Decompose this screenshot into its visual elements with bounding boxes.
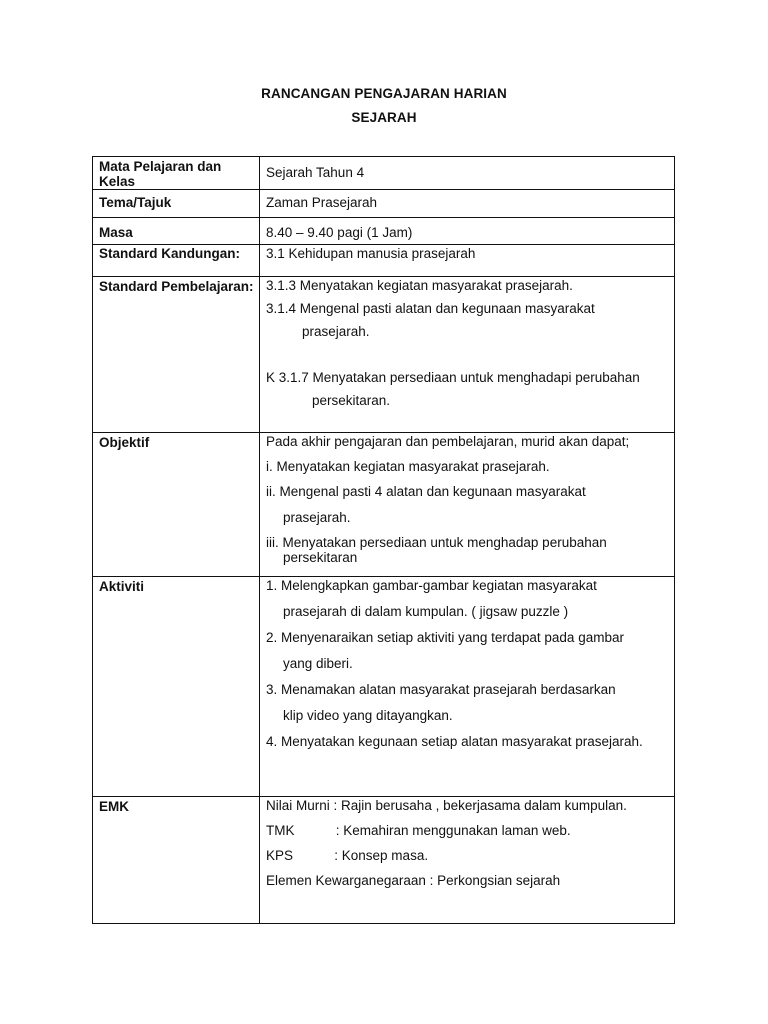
value-standard-pembelajaran xyxy=(260,277,675,433)
document-subtitle: SEJARAH xyxy=(351,110,417,125)
row-aktiviti xyxy=(93,577,675,797)
label-objektif: Objektif xyxy=(93,433,260,577)
value-objektif xyxy=(260,433,675,577)
value-masa xyxy=(260,218,675,245)
value-mata-pelajaran-text: Sejarah Tahun 4 xyxy=(266,165,365,180)
label-emk: EMK xyxy=(93,797,260,924)
objektif-line: i. Menyatakan kegiatan masyarakat prasejarah. xyxy=(266,459,550,474)
value-aktiviti xyxy=(260,577,675,797)
row-standard-kandungan xyxy=(93,245,675,277)
value-standard-kandungan xyxy=(260,245,675,277)
aktiviti-line: 4. Menyatakan kegunaan setiap alatan masyarakat prasejarah. xyxy=(266,734,643,749)
label-standard-kandungan: Standard Kandungan: xyxy=(93,245,260,277)
aktiviti-line: 2. Menyenaraikan setiap aktiviti yang terdapat pada gambar xyxy=(266,630,624,645)
aktiviti-line: yang diberi. xyxy=(283,656,353,671)
emk-line: Nilai Murni : Rajin berusaha , bekerjasama dalam kumpulan. xyxy=(266,798,627,813)
value-masa-text: 8.40 – 9.40 pagi (1 Jam) xyxy=(266,225,413,240)
value-tema-text: Zaman Prasejarah xyxy=(266,195,378,210)
value-mata-pelajaran xyxy=(260,157,675,190)
label-standard-pembelajaran: Standard Pembelajaran: xyxy=(93,277,260,433)
sp-line: 3.1.4 Mengenal pasti alatan dan kegunaan masyarakat xyxy=(266,301,595,316)
row-tema xyxy=(93,190,675,218)
row-standard-pembelajaran xyxy=(93,277,675,433)
value-tema xyxy=(260,190,675,218)
sp-line: prasejarah. xyxy=(302,324,370,339)
objektif-line: Pada akhir pengajaran dan pembelajaran, murid akan dapat; xyxy=(266,434,630,449)
emk-line: KPS : Konsep masa. xyxy=(266,848,429,863)
value-emk xyxy=(260,797,675,924)
value-standard-kandungan-text: 3.1 Kehidupan manusia prasejarah xyxy=(266,246,476,261)
row-mata-pelajaran xyxy=(93,157,675,190)
label-mata-pelajaran: Mata Pelajaran dan Kelas xyxy=(93,157,260,190)
document-title: RANCANGAN PENGAJARAN HARIAN xyxy=(261,86,507,101)
aktiviti-line: prasejarah di dalam kumpulan. ( jigsaw puzzle ) xyxy=(283,604,569,619)
label-aktiviti: Aktiviti xyxy=(93,577,260,797)
aktiviti-line: 1. Melengkapkan gambar-gambar kegiatan masyarakat xyxy=(266,578,597,593)
emk-line: TMK : Kemahiran menggunakan laman web. xyxy=(266,823,571,838)
objektif-line: persekitaran xyxy=(283,550,358,565)
label-tema: Tema/Tajuk xyxy=(93,190,260,218)
aktiviti-line: klip video yang ditayangkan. xyxy=(283,708,453,723)
lesson-plan-table xyxy=(92,156,675,924)
emk-line: Elemen Kewarganegaraan : Perkongsian sejarah xyxy=(266,873,561,888)
objektif-line: prasejarah. xyxy=(283,510,351,525)
row-masa xyxy=(93,218,675,245)
aktiviti-line: 3. Menamakan alatan masyarakat prasejarah berdasarkan xyxy=(266,682,616,697)
objektif-line: iii. Menyatakan persediaan untuk menghadap perubahan xyxy=(266,535,607,550)
row-emk xyxy=(93,797,675,924)
objektif-line: ii. Mengenal pasti 4 alatan dan kegunaan masyarakat xyxy=(266,484,586,499)
label-masa: Masa xyxy=(93,218,260,245)
row-objektif xyxy=(93,433,675,577)
sp-line: persekitaran. xyxy=(312,393,391,408)
sp-line: 3.1.3 Menyatakan kegiatan masyarakat prasejarah. xyxy=(266,278,573,293)
sp-line: K 3.1.7 Menyatakan persediaan untuk menghadapi perubahan xyxy=(266,370,640,385)
